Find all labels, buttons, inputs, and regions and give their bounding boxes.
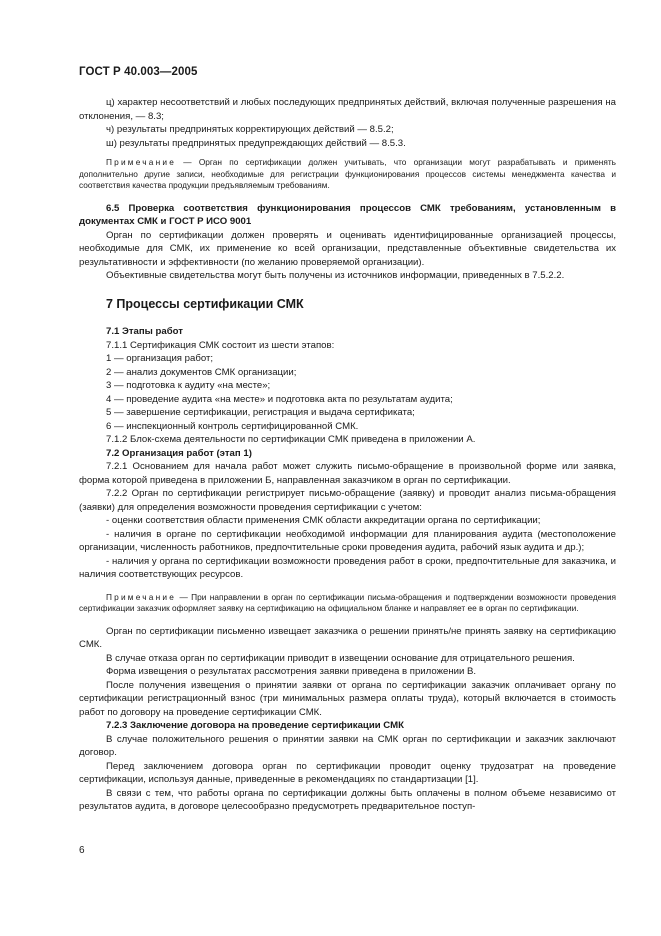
paragraph: В связи с тем, что работы органа по сертификации должны быть оплачены в полном объеме независимо от результатов аудита, в договоре целесообразно предусмотреть предварительное поступ- — [79, 787, 616, 812]
page-number: 6 — [79, 845, 85, 856]
list-item: 6 — инспекционный контроль сертифицированной СМК. — [106, 420, 359, 432]
paragraph: Объективные свидетельства могут быть получены из источников информации, приведенных в 7.5.2.2. — [106, 270, 565, 281]
note-label: Примечание — [106, 157, 177, 167]
paragraph: После получения извещения о принятии заявки от органа по сертификации заказчик оплачивает органу по сертификации регистрационный взнос (три минимальных размера оплаты труда), который включается в стоимость работ по договору на проведение сертификации СМК. — [79, 679, 616, 718]
list-item-ch: ч) результаты предпринятых корректирующих действий — 8.5.2; — [106, 124, 394, 135]
section-heading-7-1: 7.1 Этапы работ — [106, 326, 183, 337]
list-item: - оценки соответствия области применения СМК области аккредитации органа по сертификации; — [106, 515, 541, 526]
section-heading-6-5: 6.5 Проверка соответствия функционирования процессов СМК требованиям, установленным в документах СМК и ГОСТ Р ИСО 9001 — [79, 202, 616, 227]
section-heading-7-2-3: 7.2.3 Заключение договора на проведение сертификации СМК — [106, 720, 404, 731]
note-text: — При направлении в орган по сертификации письма-обращения и подтверждении возможности проведения сертификации заказчик оформляет заявку на сертификацию на официальном бланке и направляет ее в орган по сертификации. — [79, 591, 616, 613]
list-item-sh: ш) результаты предпринятых предупреждающих действий — 8.5.3. — [106, 137, 406, 149]
list-item: - наличия у органа по сертификации возможности проведения работ в сроки, предпочтительные для заказчика, и наличия соответствующих ресурсов. — [79, 555, 616, 580]
paragraph: Орган по сертификации письменно извещает заказчика о решении принять/не принять заявку на сертификацию СМК. — [79, 625, 616, 650]
paragraph: Форма извещения о результатах рассмотрения заявки приведена в приложении В. — [106, 666, 477, 677]
paragraph: Орган по сертификации должен проверять и оценивать идентифицированные организацией процессы, необходимые для СМК, их применение ко всей организации, представленные объективные свидетельства их результативности и эффективности (по желанию проверяемой организации). — [79, 229, 616, 268]
page-content — [79, 96, 616, 814]
section-heading-7-2: 7.2 Организация работ (этап 1) — [106, 447, 252, 459]
note-2 — [79, 592, 616, 615]
standard-header: ГОСТ Р 40.003—2005 — [79, 66, 198, 78]
list-item: 2 — анализ документов СМК организации; — [106, 366, 297, 378]
paragraph: 7.2.1 Основанием для начала работ может служить письмо-обращение в произвольной форме или заявка, форма которой приведена в приложении Б, направленная заказчиком в орган по сертификации. — [79, 461, 616, 486]
paragraph: Перед заключением договора орган по сертификации проводит оценку трудозатрат на проведение сертификации, используя данные, приведенные в рекомендациях по стандартизации [1]. — [79, 760, 616, 785]
paragraph: 7.1.2 Блок-схема деятельности по сертификации СМК приведена в приложении А. — [106, 434, 476, 445]
paragraph: 7.1.1 Сертификация СМК состоит из шести этапов: — [106, 339, 335, 351]
list-item: - наличия в органе по сертификации необходимой информации для планирования аудита (местоположение организации, численность работников, предпочтительные сроки проведения аудита, рабочий язык аудита и др.); — [79, 528, 616, 553]
list-item: 1 — организация работ; — [106, 353, 214, 364]
list-item: 5 — завершение сертификации, регистрация и выдача сертификата; — [106, 407, 415, 418]
paragraph: В случае положительного решения о принятии заявки на СМК орган по сертификации и заказчик заключают договор. — [79, 733, 616, 758]
note-text: — Орган по сертификации должен учитывать, что организации могут разрабатывать и применять дополнительно другие записи, необходимые для регистрации функционирования процессов системы менеджмента качества и соответствия качества продукции предъявляемым требованиям. — [79, 157, 616, 190]
chapter-heading-7: 7 Процессы сертификации СМК — [106, 296, 304, 311]
list-item-ts: ц) характер несоответствий и любых последующих предпринятых действий, включая полученные разрешения на отклонения, — 8.3; — [79, 97, 616, 122]
list-item: 3 — подготовка к аудиту «на месте»; — [106, 380, 271, 391]
paragraph: 7.2.2 Орган по сертификации регистрирует письмо-обращение (заявку) и проводит анализ письма-обращения (заявки) для определения возможности проведения сертификации с учетом: — [79, 488, 616, 513]
list-item: 4 — проведение аудита «на месте» и подготовка акта по результатам аудита; — [106, 393, 453, 405]
note-label: Примечание — [106, 591, 177, 602]
note-1 — [79, 157, 616, 192]
paragraph: В случае отказа орган по сертификации приводит в извещении основание для отрицательного решения. — [106, 652, 575, 664]
